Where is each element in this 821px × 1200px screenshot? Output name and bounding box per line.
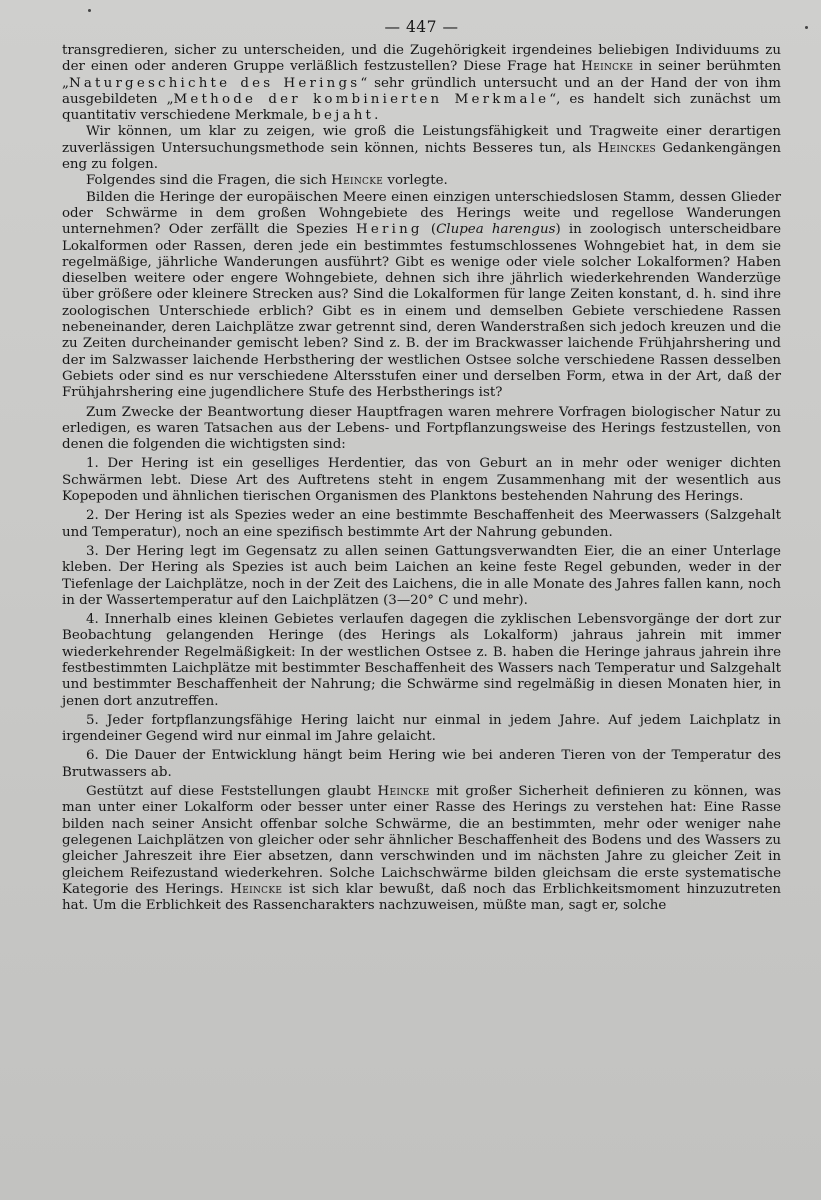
- paragraph-3: Folgendes sind die Fragen, die sich Heincke vorlegte.: [86, 173, 448, 189]
- author-name: Heincke: [581, 59, 634, 75]
- paragraph-1: transgredieren, sicher zu unterscheiden, und die Zugehörigkeit irgendeines beliebigen Individuums zu der einen oder anderen Gruppe verläßlich festzustellen? Diese Frage hat Heincke in seiner berühmten „Naturgeschichte des Herings“ sehr gründlich untersucht und an der Hand der von ihm ausgebildeten „Methode der kombinierten Merkmale“, es handelt sich zunächst um quantitativ verschiedene Merkmale, bejaht.: [62, 43, 782, 124]
- body-text: [62, 43, 781, 914]
- author-name: Heincke: [377, 784, 430, 800]
- list-item: 4. Innerhalb eines kleinen Gebietes verlaufen dagegen die zyklischen Lebensvorgänge der dort zur Beobachtung gelangenden Heringe (des Herings als Lokalform) jahraus jahrein mit immer wiederkehrender Regelmäßigkeit: In der westlichen Ostsee z. B. haben die Heringe jahraus jahrein ihre festbestimmten Laichplätze mit bestimmter Beschaffenheit des Wassers nach Temperatur und Salzgehalt und bestimmter Beschaffenheit der Nahrung; die Schwärme sind regelmäßig in diesen Monaten hier, in jenen dort anzutreffen.: [62, 612, 781, 709]
- page-number: — 447 —: [384, 18, 459, 36]
- book-title: Naturgeschichte des Herings: [68, 75, 361, 91]
- list-item: 3. Der Hering legt im Gegensatz zu allen seinen Gattungsverwandten Eier, die an einer Unterlage kleben. Der Hering als Spezies ist auch beim Laichen an keine feste Regel gebunden, weder in der Tiefenlage der Laichplätze, noch in der Zeit des Laichens, die in alle Monate des Jahres fallen kann, noch in der Wassertemperatur auf den Laichplätzen (3—20° C und mehr).: [62, 543, 781, 608]
- paragraph-4: Bilden die Heringe der europäischen Meere einen einzigen unterschiedslosen Stamm, dessen Glieder oder Schwärme in dem großen Wohngebiete des Herings weite und regellose Wanderungen unternehmen? Oder zerfällt die Spezies Hering (Clupea harengus) in zoologisch unterscheidbare Lokalformen oder Rassen, deren jede ein bestimmtes festumschlossenes Wohngebiet hat, in dem sie regelmäßige, jährliche Wanderungen ausführt? Gibt es wenige oder viele solcher Lokalformen? Haben dieselben weitere oder engere Wohngebiete, dehnen sich ihre jährlich wiederkehrenden Wanderzüge über größere oder kleinere Strecken aus? Sind die Lokalformen für lange Zeiten konstant, d. h. sind ihre zoologischen Unterschiede erblich? Gibt es in einem und demselben Gebiete verschiedene Rassen nebeneinander, deren Laichplätze zwar getrennt sind, deren Wanderstraßen sich jedoch kreuzen und die zu Zeiten durcheinander gemischt leben? Sind z. B. der im Brackwasser laichende Frühjahrshering und der im Salzwasser laichende Herbsthering der westlichen Ostsee solche verschiedene Rassen desselben Gebiets oder sind es nur verschiedene Altersstufen einer und derselben Form, etwa in der Art, daß der Frühjahrshering eine jugendlichere Stufe des Herbstherings ist?: [62, 189, 782, 401]
- page-speck: [88, 9, 91, 12]
- author-name: Heinckes: [597, 140, 657, 156]
- author-name: Heincke: [230, 881, 283, 897]
- list-item: 1. Der Hering ist ein geselliges Herdentier, das von Geburt an in mehr oder weniger dichten Schwärmen lebt. Diese Art des Auftretens steht in engem Zusammenhang mit der wesentlich aus Kopepoden und ähnlichen tierischen Organismen des Planktons bestehenden Nahrung des Herings.: [62, 456, 781, 505]
- list-item: 6. Die Dauer der Entwicklung hängt beim Hering wie bei anderen Tieren von der Temperatur des Brutwassers ab.: [62, 748, 781, 780]
- paragraph-6: Gestützt auf diese Feststellungen glaubt Heincke mit großer Sicherheit definieren zu können, was man unter einer Lokalform oder besser unter einer Rasse des Herings zu verstehen hat: Eine Rasse bilden nach seiner Ansicht offenbar solche Schwärme, die an bestimmten, mehr oder weniger nahe gelegenen Laichplätzen von gleicher oder sehr ähnlicher Beschaffenheit des Bodens und des Wassers zu gleicher Jahreszeit ihre Eier absetzen, dann verschwinden und im nächsten Jahre zu gleicher Zeit in gleichem Reifezustand wiederkehren. Solche Laichschwärme bilden gleichsam die erste systematische Kategorie des Herings. Heincke ist sich klar bewußt, daß noch das Erblichkeitsmoment hinzuzutreten hat. Um die Erblichkeit des Rassencharakters nachzuweisen, müßte man, sagt er, solche: [62, 784, 782, 914]
- page-speck: [805, 26, 808, 29]
- author-name: Heincke: [331, 173, 384, 189]
- list-item: 2. Der Hering ist als Spezies weder an eine bestimmte Beschaffenheit des Meerwassers (Salzgehalt und Temperatur), noch an eine spezifisch bestimmte Art der Nahrung gebunden.: [62, 508, 781, 540]
- paragraph-5: Zum Zwecke der Beantwortung dieser Hauptfragen waren mehrere Vorfragen biologischer Natur zu erledigen, es waren Tatsachen aus der Lebens- und Fortpflanzungsweise des Herings festzustellen, von denen die folgenden die wichtigsten sind:: [62, 404, 781, 453]
- latin-name: Clupea harengus: [436, 222, 556, 238]
- paragraph-2: Wir können, um klar zu zeigen, wie groß die Leistungsfähigkeit und Tragweite einer derartigen zuverlässigen Untersuchungsmethode sein können, nichts Besseres tun, als Heinckes Gedankengängen eng zu folgen.: [62, 124, 781, 173]
- species-name: Hering: [356, 222, 423, 238]
- emphasis-bejaht: bejaht: [312, 108, 375, 124]
- method-title: Methode der kombinierten Merkmale: [173, 91, 550, 107]
- list-item: 5. Jeder fortpflanzungsfähige Hering laicht nur einmal in jedem Jahre. Auf jedem Laichplatz in irgendeiner Gegend wird nur einmal im Jahre gelaicht.: [62, 712, 781, 745]
